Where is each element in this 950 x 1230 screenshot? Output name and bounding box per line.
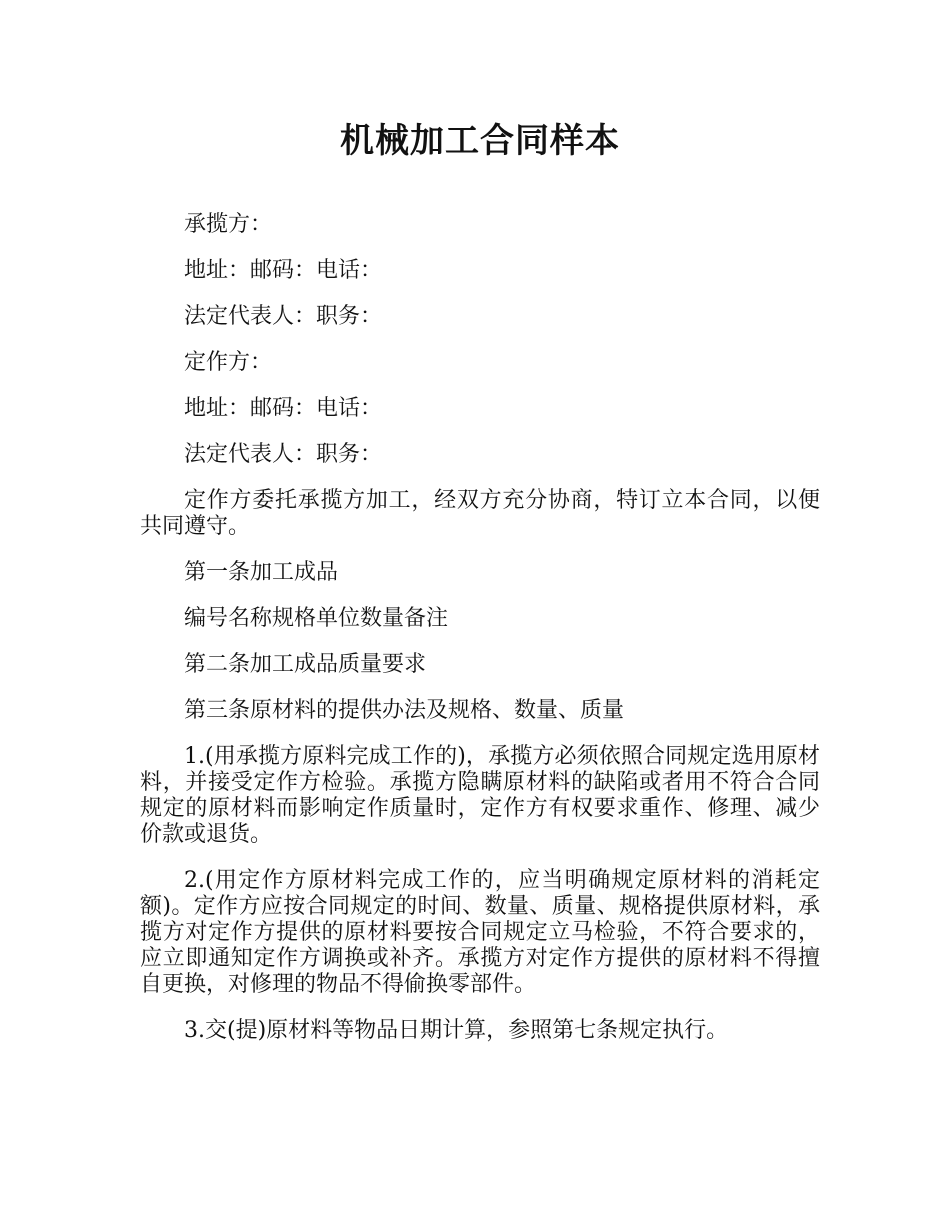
document-title: 机械加工合同样本 — [340, 121, 620, 161]
contractor-address-line: 地址：邮码：电话： — [184, 258, 383, 283]
product-table-header-line: 编号名称规格单位数量备注 — [184, 606, 449, 631]
contractor-representative-line: 法定代表人：职务： — [184, 304, 383, 329]
preamble-paragraph: 定作方委托承揽方加工，经双方充分协商，特订立本合同，以便共同遵守。 — [140, 488, 820, 539]
article-3-clause-3: 3.交(提)原材料等物品日期计算，参照第七条规定执行。 — [184, 1018, 729, 1043]
client-name-line: 定作方： — [184, 350, 273, 375]
contractor-name-line: 承揽方： — [184, 212, 273, 237]
client-address-line: 地址：邮码：电话： — [184, 396, 383, 421]
article-3-clause-2: 2.(用定作方原材料完成工作的，应当明确规定原材料的消耗定额)。定作方应按合同规定的时间、数量、质量、规格提供原材料，承揽方对定作方提供的原材料要按合同规定立马检验，不符合要求的，应立即通知定作方调换或补齐。承揽方对定作方提供的原材料不得擅自更换，对修理的物品不得偷换零部件。 — [140, 868, 820, 997]
article-1-heading: 第一条加工成品 — [184, 560, 339, 585]
document-page — [140, 100, 820, 1064]
article-3-heading: 第三条原材料的提供办法及规格、数量、质量 — [184, 698, 625, 723]
client-representative-line: 法定代表人：职务： — [184, 442, 383, 467]
article-2-heading: 第二条加工成品质量要求 — [184, 652, 427, 677]
article-3-clause-1: 1.(用承揽方原料完成工作的)，承揽方必须依照合同规定选用原材料，并接受定作方检验。承揽方隐瞒原材料的缺陷或者用不符合合同规定的原材料而影响定作质量时，定作方有权要求重作、修理、减少价款或退货。 — [140, 744, 820, 847]
